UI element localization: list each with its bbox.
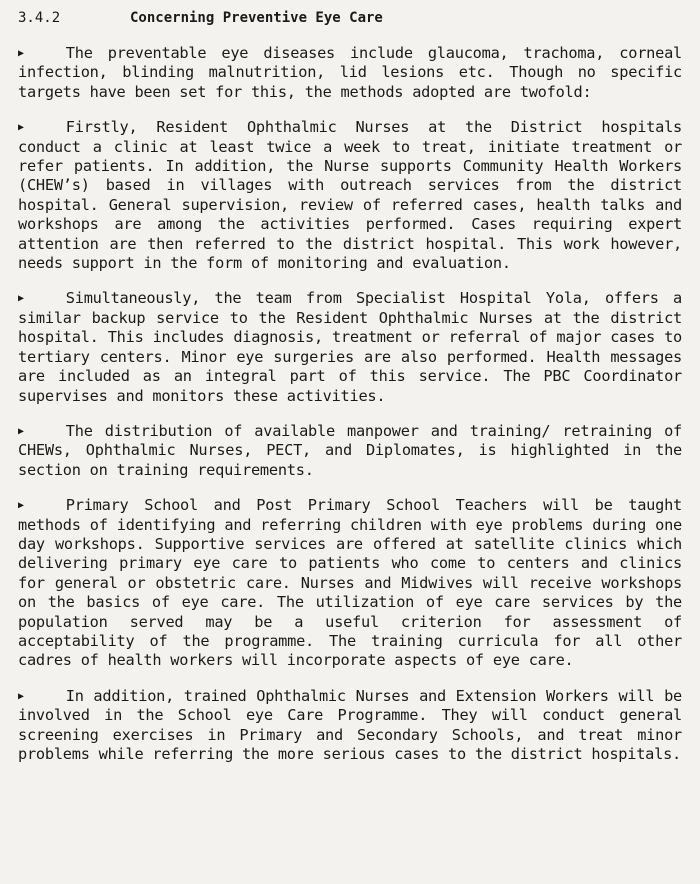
bullet-arrow-icon: ▶ (18, 500, 24, 512)
paragraph-text: In addition, trained Ophthalmic Nurses and Extension Workers will be involved in the School eye Care Programme. They will conduct general screening exercises in Primary and Secondary Schools, and treat minor problems while referring the more serious cases to the district hospitals. (18, 686, 682, 763)
section-heading (18, 8, 682, 28)
paragraph-text: Simultaneously, the team from Specialist Hospital Yola, offers a similar backup service to the Resident Ophthalmic Nurses at the district hospital. This includes diagnosis, treatment or referral of major cases to tertiary centers. Minor eye surgeries are also performed. Health messages are included as an integral part of this service. The PBC Coordinator supervises and monitors these activities. (18, 289, 682, 405)
paragraph-text: The preventable eye diseases include glaucoma, trachoma, corneal infection, blinding malnutrition, lid lesions etc. Though no specific targets have been set for this, the methods adopted are twofold: (18, 44, 682, 101)
bullet-arrow-icon: ▶ (18, 293, 24, 305)
bullet-arrow-icon: ▶ (18, 48, 24, 59)
paragraph-text: Firstly, Resident Ophthalmic Nurses at the District hospitals conduct a clinic at least twice a week to treat, initiate treatment or refer patients. In addition, the Nurse supports Community Health Workers (CHEW’s) based in villages with outreach services from the district hospital. General supervision, review of referred cases, health talks and workshops are among the activities performed. Cases requiring expert attention are then referred to the district hospital. This work however, needs support in the form of monitoring and evaluation. (18, 118, 682, 273)
bullet-arrow-icon: ▶ (18, 425, 24, 437)
paragraph-teachers (18, 496, 682, 671)
bullet-arrow-icon: ▶ (18, 690, 24, 702)
bullet-arrow-icon: ▶ (18, 122, 24, 134)
paragraph-intro (18, 44, 682, 102)
paragraph-distribution (18, 422, 682, 480)
section-number: 3.4.2 (18, 10, 61, 26)
paragraph-text: Primary School and Post Primary School Teachers will be taught methods of identifying and referring children with eye problems during one day workshops. Supportive services are offered at satellite clinics which delivering primary eye care to patients who come to centers and clinics for general or obstetric care. Nurses and Midwives will receive workshops on the basics of eye care. The utilization of eye care services by the population served may be a useful criterion for assessment of acceptability of the programme. The training curricula for all other cadres of health workers will incorporate aspects of eye care. (18, 496, 682, 670)
paragraph-school-programme (18, 687, 682, 765)
paragraph-text: The distribution of available manpower and training/ retraining of CHEWs, Ophthalmic Nurses, PECT, and Diplomates, is highlighted in the section on training requirements. (18, 421, 682, 479)
paragraph-firstly (18, 118, 682, 273)
paragraph-simultaneously (18, 289, 682, 405)
section-title: Concerning Preventive Eye Care (130, 10, 383, 26)
